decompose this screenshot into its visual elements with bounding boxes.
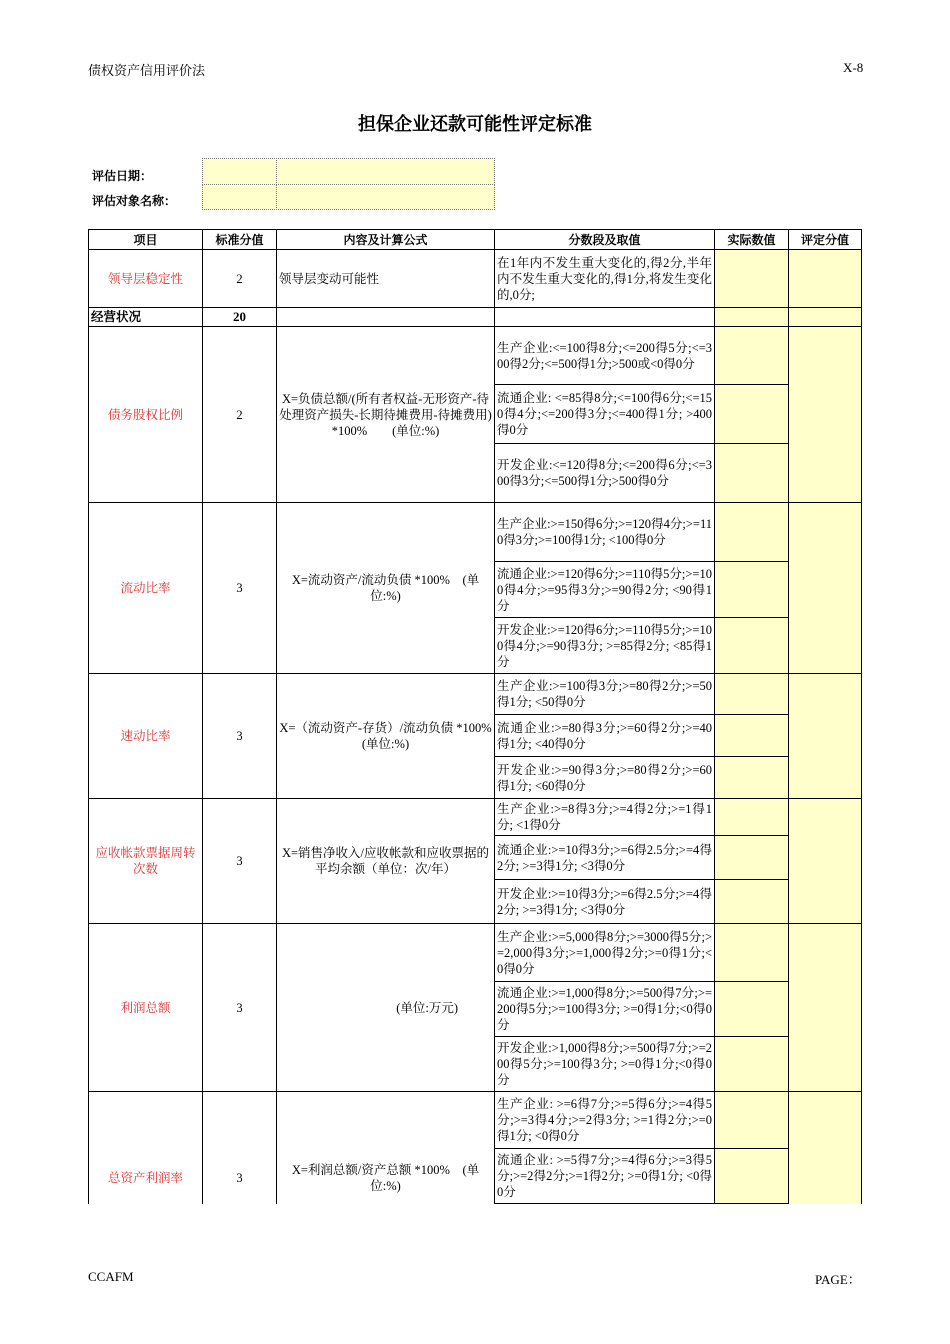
actual-receivable-turnover-distribution[interactable] [715, 836, 789, 880]
section-row [89, 308, 862, 327]
item-current-ratio: 流动比率 [89, 503, 203, 674]
formula-current-ratio: X=流动资产/流动负债 *100% (单位:%) [277, 503, 495, 674]
score-leadership: 在1年内不发生重大变化的,得2分,半年内不发生重大变化的,得1分,将发生变化的,0分; [495, 250, 715, 308]
section-std: 20 [203, 308, 277, 327]
std-current-ratio: 3 [203, 503, 277, 674]
table-row [89, 503, 862, 562]
score-quick-ratio-production: 生产企业:>=100得3分;>=80得2分;>=50得1分; <50得0分 [495, 674, 715, 715]
rated-total-profit[interactable] [789, 924, 862, 1092]
criteria-table [88, 229, 862, 1204]
table-row [89, 327, 862, 385]
score-roa-production: 生产企业: >=6得7分;>=5得6分;>=4得5分;>=3得4分;>=2得3分; >=1得2分;>=0得1分; <0得0分 [495, 1092, 715, 1149]
score-quick-ratio-development: 开发企业:>=90得3分;>=80得2分;>=60得1分; <60得0分 [495, 757, 715, 799]
eval-target-input-extra[interactable] [276, 184, 495, 210]
footer-right: PAGE： [815, 1272, 861, 1287]
table-header-row [89, 230, 862, 250]
actual-roa-distribution[interactable] [715, 1149, 789, 1204]
actual-total-profit-distribution[interactable] [715, 982, 789, 1037]
actual-debt-equity-development[interactable] [715, 444, 789, 503]
actual-total-profit-development[interactable] [715, 1037, 789, 1092]
actual-receivable-turnover-development[interactable] [715, 880, 789, 924]
section-rated[interactable] [789, 308, 862, 327]
actual-quick-ratio-distribution[interactable] [715, 715, 789, 757]
col-header-score-ranges: 分数段及取值 [495, 230, 715, 250]
rated-debt-equity[interactable] [789, 327, 862, 503]
footer-left: CCAFM [88, 1269, 134, 1284]
std-leadership: 2 [203, 250, 277, 308]
score-debt-equity-distribution: 流通企业: <=85得8分;<=100得6分;<=150得4分;<=200得3分;<=400得1分; >400得0分 [495, 385, 715, 444]
eval-date-label: 评估日期： [92, 169, 153, 183]
std-receivable-turnover: 3 [203, 799, 277, 924]
actual-debt-equity-distribution[interactable] [715, 385, 789, 444]
score-total-profit-development: 开发企业:>1,000得8分;>=500得7分;>=200得5分;>=100得3分; >=0得1分;<0得0分 [495, 1037, 715, 1092]
actual-roa-production[interactable] [715, 1092, 789, 1149]
score-quick-ratio-distribution: 流通企业:>=80得3分;>=60得2分;>=40得1分; <40得0分 [495, 715, 715, 757]
eval-date-input-extra[interactable] [276, 158, 495, 185]
actual-quick-ratio-development[interactable] [715, 757, 789, 799]
std-debt-equity: 2 [203, 327, 277, 503]
item-total-profit: 利润总额 [89, 924, 203, 1092]
section-formula [277, 308, 495, 327]
score-receivable-turnover-distribution: 流通企业:>=10得3分;>=6得2.5分;>=4得2分; >=3得1分; <3得0分 [495, 836, 715, 880]
rated-receivable-turnover[interactable] [789, 799, 862, 924]
table-row [89, 674, 862, 715]
table-row [89, 924, 862, 982]
score-roa-distribution: 流通企业: >=5得7分;>=4得6分;>=3得5分;>=2得2分;>=1得2分; >=0得1分; <0得0分 [495, 1149, 715, 1204]
rated-leadership[interactable] [789, 250, 862, 308]
col-header-rated-score: 评定分值 [789, 230, 862, 250]
score-receivable-turnover-production: 生产企业:>=8得3分;>=4得2分;>=1得1分; <1得0分 [495, 799, 715, 836]
item-receivable-turnover: 应收帐款票据周转次数 [89, 799, 203, 924]
score-total-profit-distribution: 流通企业:>=1,000得8分;>=500得7分;>=200得5分;>=100得3分; >=0得1分;<0得0分 [495, 982, 715, 1037]
score-debt-equity-production: 生产企业:<=100得8分;<=200得5分;<=300得2分;<=500得1分;>500或<0得0分 [495, 327, 715, 385]
actual-receivable-turnover-production[interactable] [715, 799, 789, 836]
std-quick-ratio: 3 [203, 674, 277, 799]
formula-roa: X=利润总额/资产总额 *100% (单位:%) [277, 1092, 495, 1204]
formula-total-profit: (单位:万元) [277, 924, 495, 1092]
formula-receivable-turnover: X=销售净收入/应收帐款和应收票据的平均余额（单位：次/年） [277, 799, 495, 924]
rated-current-ratio[interactable] [789, 503, 862, 674]
item-quick-ratio: 速动比率 [89, 674, 203, 799]
actual-debt-equity-production[interactable] [715, 327, 789, 385]
formula-debt-equity: X=负债总额/(所有者权益-无形资产-待处理资产损失-长期待摊费用-待摊费用) *100% (单位:%) [277, 327, 495, 503]
section-actual[interactable] [715, 308, 789, 327]
score-current-ratio-distribution: 流通企业:>=120得6分;>=110得5分;>=100得4分;>=95得3分;>=90得2分; <90得1分 [495, 562, 715, 618]
section-score [495, 308, 715, 327]
table-row [89, 250, 862, 308]
item-debt-equity: 债务股权比例 [89, 327, 203, 503]
header-right: X-8 [843, 60, 864, 75]
score-current-ratio-production: 生产企业:>=150得6分;>=120得4分;>=110得3分;>=100得1分; <100得0分 [495, 503, 715, 562]
col-header-item: 项目 [89, 230, 203, 250]
formula-quick-ratio: X=（流动资产-存货）/流动负债 *100% (单位:%) [277, 674, 495, 799]
actual-current-ratio-production[interactable] [715, 503, 789, 562]
actual-current-ratio-development[interactable] [715, 618, 789, 674]
score-debt-equity-development: 开发企业:<=120得8分;<=200得6分;<=300得3分;<=500得1分;>500得0分 [495, 444, 715, 503]
eval-target-input[interactable] [202, 184, 277, 210]
formula-leadership: 领导层变动可能性 [277, 250, 495, 308]
section-label: 经营状况 [89, 308, 203, 327]
col-header-actual-value: 实际数值 [715, 230, 789, 250]
actual-current-ratio-distribution[interactable] [715, 562, 789, 618]
col-header-formula: 内容及计算公式 [277, 230, 495, 250]
actual-quick-ratio-production[interactable] [715, 674, 789, 715]
score-receivable-turnover-development: 开发企业:>=10得3分;>=6得2.5分;>=4得2分; >=3得1分; <3得0分 [495, 880, 715, 924]
rated-quick-ratio[interactable] [789, 674, 862, 799]
std-roa: 3 [203, 1092, 277, 1204]
item-roa: 总资产利润率 [89, 1092, 203, 1204]
eval-date-input[interactable] [202, 158, 277, 185]
header-left: 债权资产信用评价法 [88, 63, 206, 78]
rated-roa[interactable] [789, 1092, 862, 1204]
col-header-standard-score: 标准分值 [203, 230, 277, 250]
table-row [89, 1092, 862, 1149]
score-total-profit-production: 生产企业:>=5,000得8分;>=3000得5分;>=2,000得3分;>=1,000得2分;>=0得1分;<0得0分 [495, 924, 715, 982]
std-total-profit: 3 [203, 924, 277, 1092]
score-current-ratio-development: 开发企业:>=120得6分;>=110得5分;>=100得4分;>=90得3分; >=85得2分; <85得1分 [495, 618, 715, 674]
page-title: 担保企业还款可能性评定标准 [358, 114, 592, 135]
actual-total-profit-production[interactable] [715, 924, 789, 982]
item-leadership: 领导层稳定性 [89, 250, 203, 308]
actual-leadership[interactable] [715, 250, 789, 308]
table-row [89, 799, 862, 836]
eval-target-label: 评估对象名称： [92, 194, 177, 208]
